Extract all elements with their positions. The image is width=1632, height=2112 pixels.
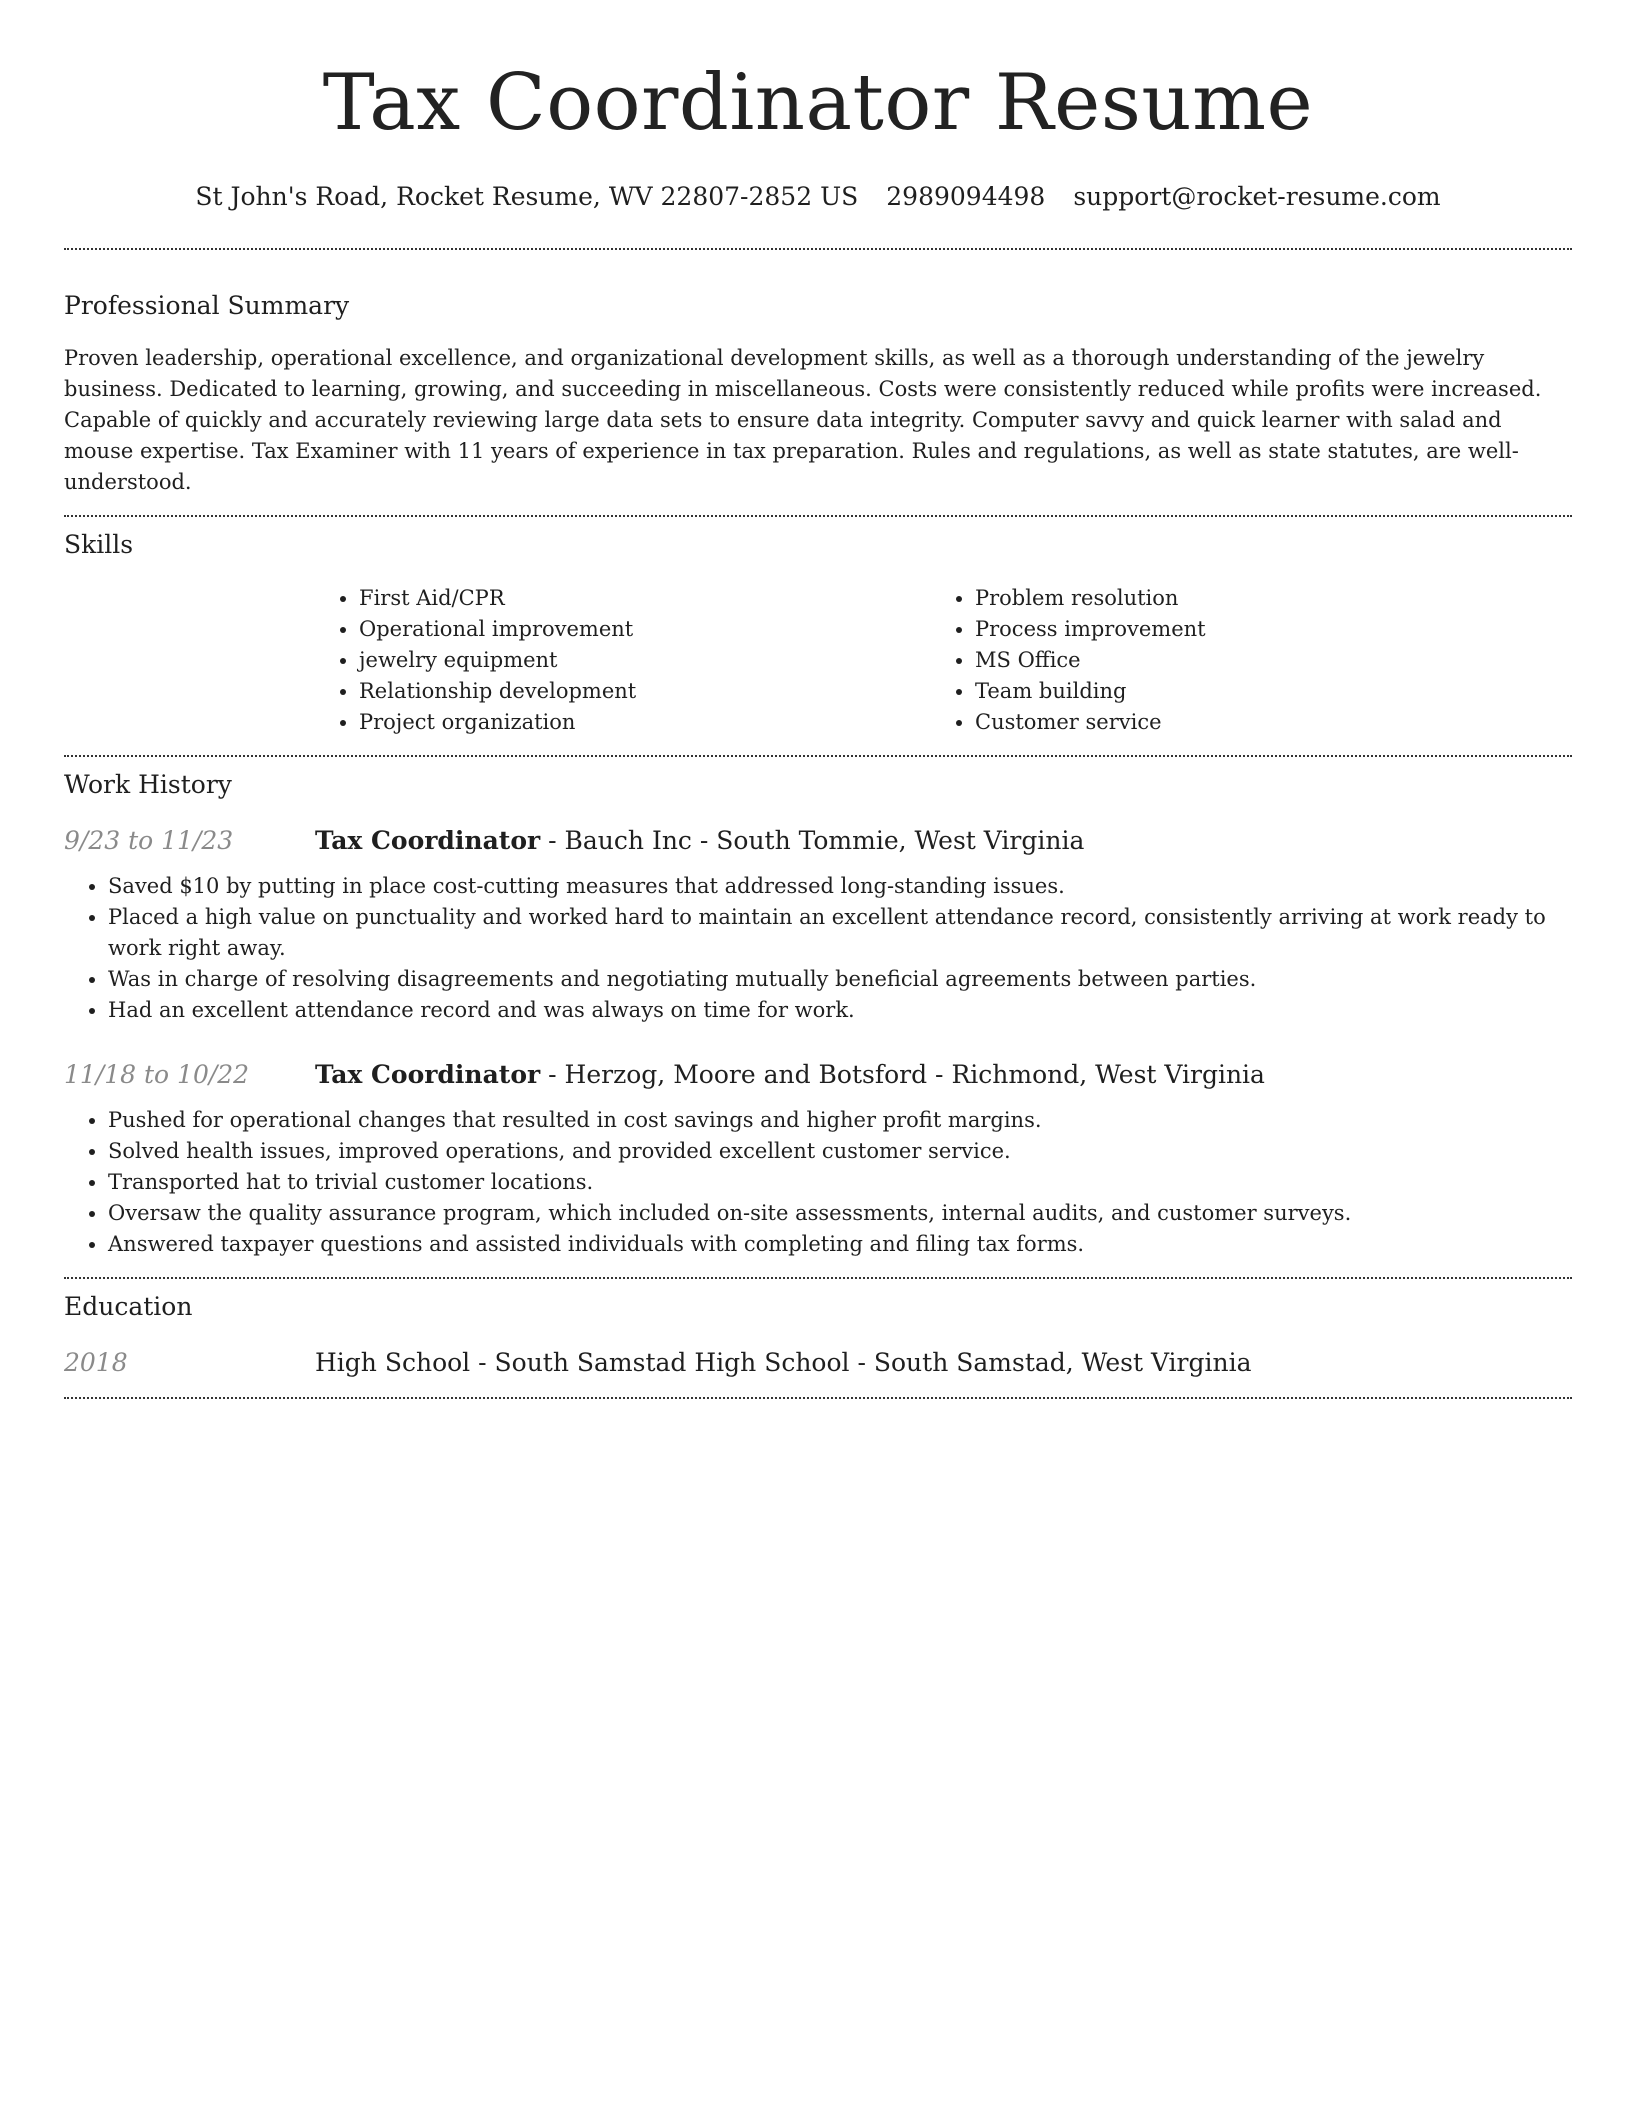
contact-phone: 2989094498	[886, 182, 1046, 211]
resume-title: Tax Coordinator Resume	[322, 58, 1314, 148]
work-bullet: • Oversaw the quality assurance program, which included on-site assessments, internal audits, and customer surveys.	[108, 1198, 1572, 1229]
skills-column-left	[315, 583, 931, 738]
skill-item: • Operational improvement	[359, 614, 931, 645]
work-bullet: • Solved health issues, improved operations, and provided excellent customer service.	[108, 1136, 1572, 1167]
contact-address: St John's Road, Rocket Resume, WV 22807-2852 US	[195, 182, 859, 211]
job-title: Tax Coordinator	[315, 1060, 541, 1089]
job-title: Tax Coordinator	[315, 826, 541, 855]
work-entry	[64, 824, 1572, 1026]
work-title-line	[315, 824, 1084, 858]
skill-item: • Problem resolution	[975, 583, 1547, 614]
work-dates: 11/18 to 10/22	[64, 1060, 250, 1089]
section-divider	[64, 1277, 1572, 1279]
work-title-line	[315, 1058, 1265, 1092]
summary-heading: Professional Summary	[64, 291, 350, 320]
work-bullet: • Pushed for operational changes that resulted in cost savings and higher profit margins.	[108, 1105, 1572, 1136]
work-bullet: • Saved $10 by putting in place cost-cutting measures that addressed long-standing issues.	[108, 871, 1572, 902]
work-history-heading: Work History	[64, 770, 232, 799]
skill-item: • Process improvement	[975, 614, 1547, 645]
work-dates: 9/23 to 11/23	[64, 826, 234, 855]
work-bullet: • Transported hat to trivial customer locations.	[108, 1167, 1572, 1198]
skill-item: • MS Office	[975, 645, 1547, 676]
education-year: 2018	[64, 1348, 128, 1377]
contact-line	[64, 180, 1572, 214]
education-entry	[64, 1346, 1572, 1380]
resume-page	[64, 0, 1572, 1399]
skill-item: • jewelry equipment	[359, 645, 931, 676]
skill-item: • Relationship development	[359, 676, 931, 707]
section-divider	[64, 755, 1572, 757]
skills-list	[315, 583, 1572, 738]
work-bullet: • Placed a high value on punctuality and worked hard to maintain an excellent attendance record, consistently arriving at work ready to work right away.	[108, 902, 1572, 964]
job-employer-location: - Bauch Inc - South Tommie, West Virginia	[540, 826, 1085, 855]
skills-column-right	[931, 583, 1547, 738]
work-entry-header	[64, 824, 1572, 858]
skill-item: • Team building	[975, 676, 1547, 707]
summary-text: Proven leadership, operational excellence, and organizational development skills, as well as a thorough understanding of the jewelry business. Dedicated to learning, growing, and succeeding in miscellaneous. Costs were consistently reduced while profits were increased. Capable of quickly and accurately reviewing large data sets to ensure data integrity. Computer savvy and quick learner with salad and mouse expertise. Tax Examiner with 11 years of experience in tax preparation. Rules and regulations, as well as state statutes, are well-understood.	[64, 346, 1542, 494]
skill-item: • First Aid/CPR	[359, 583, 931, 614]
contact-email: support@rocket-resume.com	[1073, 182, 1441, 211]
work-bullet: • Was in charge of resolving disagreements and negotiating mutually beneficial agreements between parties.	[108, 964, 1572, 995]
skill-item: • Customer service	[975, 707, 1547, 738]
skill-item: • Project organization	[359, 707, 931, 738]
work-bullets	[64, 871, 1572, 1026]
work-bullets	[64, 1105, 1572, 1260]
work-bullet: • Had an excellent attendance record and was always on time for work.	[108, 995, 1572, 1026]
section-divider	[64, 1397, 1572, 1399]
section-divider	[64, 515, 1572, 517]
education-details: High School - South Samstad High School - South Samstad, West Virginia	[315, 1348, 1252, 1377]
section-divider	[64, 248, 1572, 250]
job-employer-location: - Herzog, Moore and Botsford - Richmond, West Virginia	[540, 1060, 1265, 1089]
skills-heading: Skills	[64, 530, 134, 559]
work-bullet: • Answered taxpayer questions and assisted individuals with completing and filing tax forms.	[108, 1229, 1572, 1260]
education-heading: Education	[64, 1292, 193, 1321]
work-entry	[64, 1058, 1572, 1260]
work-entry-header	[64, 1058, 1572, 1092]
